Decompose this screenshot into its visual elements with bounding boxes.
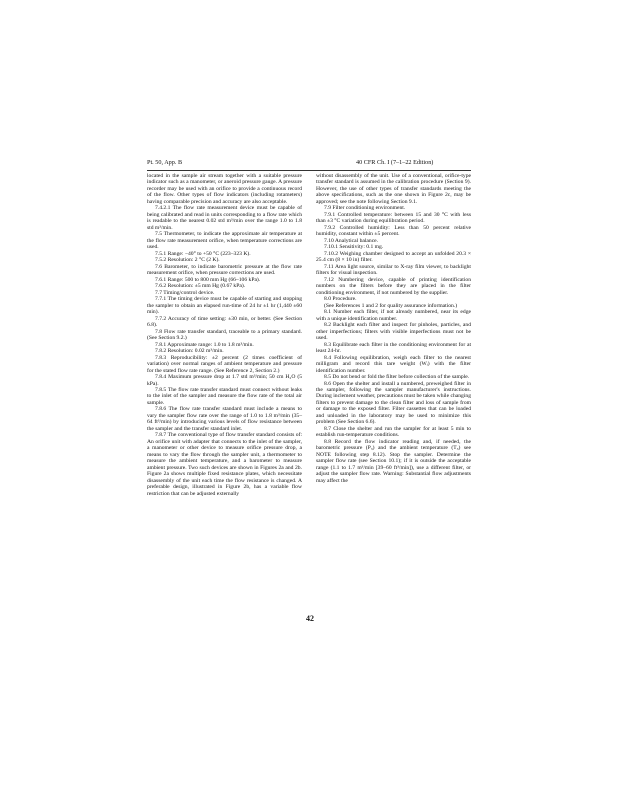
- paragraph: 7.11 Area light source, similar to X-ray film viewer, to backlight filters for visual inspection.: [316, 263, 471, 277]
- paragraph: 7.9 Filter conditioning environment.: [324, 205, 406, 212]
- paragraph: 7.5.1 Range: −40° to +50 °C (223–323 K).: [155, 250, 251, 257]
- paragraph: 7.6.2 Resolution: ±5 mm Hg (0.67 kPa).: [155, 283, 246, 290]
- paragraph: 7.10 Analytical balance.: [324, 237, 379, 244]
- paragraph: 8.5 Do not bend or fold the filter before collection of the sample.: [324, 374, 470, 381]
- paragraph: 7.10.2 Weighing chamber designed to accept an unfolded 20.3 × 25.4 cm (8 × 10 in) filter.: [316, 250, 471, 264]
- paragraph: 8.7 Close the shelter and run the sampler for at least 5 min to establish run-temperature conditions.: [316, 425, 471, 439]
- paragraph: 7.4.2.1 The flow rate measurement device must be capable of being calibrated and read in units corresponding to a flow rate which is readable to the nearest 0.02 std m³/min over the range 1.0 to 1.8 std m³/min.: [147, 205, 302, 231]
- paragraph: 7.8.5 The flow rate transfer standard must connect without leaks to the inlet of the sampler and measure the flow rate of the total air sample.: [147, 386, 302, 406]
- running-header-left: Pt. 50, App. B: [147, 159, 183, 166]
- paragraph: 7.5 Thermometer, to indicate the approximate air temperature at the flow rate measurement orifice, when temperature corrections are used.: [147, 231, 302, 251]
- paragraph: 7.8.6 The flow rate transfer standard must include a means to vary the sampler flow rate over the range of 1.0 to 1.8 m³/min (35–64 ft³/min) by introducing various levels of flow resistance between the sampler and the transfer standard inlet.: [147, 406, 302, 432]
- page-number: 42: [306, 614, 314, 623]
- left-column: [147, 173, 302, 497]
- paragraph: 8.0 Procedure.: [324, 296, 357, 303]
- paragraph: 7.7 Timing/control device.: [155, 289, 215, 296]
- paragraph: 7.7.1 The timing device must be capable of starting and stopping the sampler to obtain an elapsed run-time of 24 hr ±1 hr (1,440 ±60 min).: [147, 296, 302, 316]
- paragraph: 7.6 Barometer, to indicate barometric pressure at the flow rate measurement orifice, when pressure corrections are used.: [147, 263, 302, 277]
- paragraph: 7.8.3 Reproducibility: ±2 percent (2 times coefficient of variation) over normal ranges of ambient temperature and pressure for the stated flow rate range. (See Reference 2, Section 2.): [147, 354, 302, 374]
- paragraph: (See References 1 and 2 for quality assurance information.): [324, 302, 458, 309]
- paragraph: 8.1 Number each filter, if not already numbered, near its edge with a unique identification number.: [316, 309, 471, 322]
- paragraph: 7.8.7 The conventional type of flow transfer standard consists of: An orifice unit with adapter that connects to the inlet of the sampler, a manometer or other device to measure orifice pressure drop, a means to vary the flow through the sampler unit, a thermometer to measure the ambient temperature, and a barometer to measure ambient pressure. Two such devices are shown in Figures 2a and 2b. Figure 2a shows multiple fixed resistance plates, which necessitate disassembly of the unit each time the flow resistance is changed. A preferable design, illustrated in Figure 2b, has a variable flow restriction that can be adjusted externally: [147, 432, 302, 497]
- paragraph: 8.8 Record the flow indicator reading and, if needed, the barometric pressure (P₃) and the ambient temperature (T₃) see NOTE following step 8.12). Stop the sampler. Determine the sampler flow rate (see Section 10.1); if it is outside the acceptable range (1.1 to 1.7 m³/min [39–60 ft³/min]), use a different filter, or adjust the sampler flow rate. Warning: Substantial flow adjustments may affect the: [316, 438, 471, 484]
- paragraph: 8.4 Following equilibration, weigh each filter to the nearest milligram and record this tare weight (Wᵢ) with the filter identification number.: [316, 354, 471, 374]
- running-header-right: 40 CFR Ch. I (7–1–22 Edition): [356, 159, 434, 166]
- paragraph: 8.6 Open the shelter and install a numbered, preweighed filter in the sampler, following the sampler manufacturer's instructions. During inclement weather, precautions must be taken while changing filters to prevent damage to the clean filter and loss of sample from or damage to the exposed filter. Filter cassettes that can be loaded and unloaded in the laboratory may be used to minimize this problem (See Section 6.6).: [316, 380, 471, 426]
- paragraph: 7.10.1 Sensitivity: 0.1 mg.: [324, 244, 384, 251]
- right-column: [316, 173, 471, 484]
- paragraph: 7.5.2 Resolution: 2 °C (2 K).: [155, 257, 220, 264]
- paragraph: 7.8.1 Approximate range: 1.0 to 1.8 m³/min.: [155, 341, 254, 348]
- paragraph: 7.8 Flow rate transfer standard, traceable to a primary standard. (See Section 9.2.): [147, 328, 302, 342]
- paragraph: 8.2 Backlight each filter and inspect for pinholes, particles, and other imperfections; filters with visible imperfections must not be used.: [316, 322, 471, 342]
- paragraph: 7.9.1 Controlled temperature: between 15 and 30 °C with less than ±3 °C variation during equilibration period.: [316, 211, 471, 225]
- paragraph: 8.3 Equilibrate each filter in the conditioning environment for at least 24-hr.: [316, 341, 471, 355]
- paragraph: 7.7.2 Accuracy of time setting: ±30 min, or better. (See Section 6.8).: [147, 315, 302, 329]
- paragraph: 7.6.1 Range: 500 to 800 mm Hg (66–106 kPa).: [155, 276, 261, 283]
- paragraph: 7.8.2 Resolution: 0.02 m³/min.: [155, 348, 224, 355]
- paragraph: without disassembly of the unit. Use of a conventional, orifice-type transfer standard is assumed in the calibration procedure (Section 9). However, the use of other types of transfer standards meeting the above specifications, such as the one shown in Figure 2c, may be approved; see the note following Section 9.1.: [316, 173, 471, 205]
- paragraph: 7.9.2 Controlled humidity: Less than 50 percent relative humidity, constant within ±5 percent.: [316, 224, 471, 238]
- paragraph: located in the sample air stream together with a suitable pressure indicator such as a manometer, or aneroid pressure gauge. A pressure recorder may be used with an orifice to provide a continuous record of the flow. Other types of flow indicators (including rotameters) having comparable precision and accuracy are also acceptable.: [147, 173, 302, 205]
- header-rule: [147, 170, 471, 171]
- paragraph: 7.12 Numbering device, capable of printing identification numbers on the filters before they are placed in the filter conditioning environment, if not numbered by the supplier.: [316, 276, 471, 296]
- paragraph: 7.8.4 Maximum pressure drop at 1.7 std m³/min; 50 cm H₂O (5 kPa).: [147, 374, 302, 387]
